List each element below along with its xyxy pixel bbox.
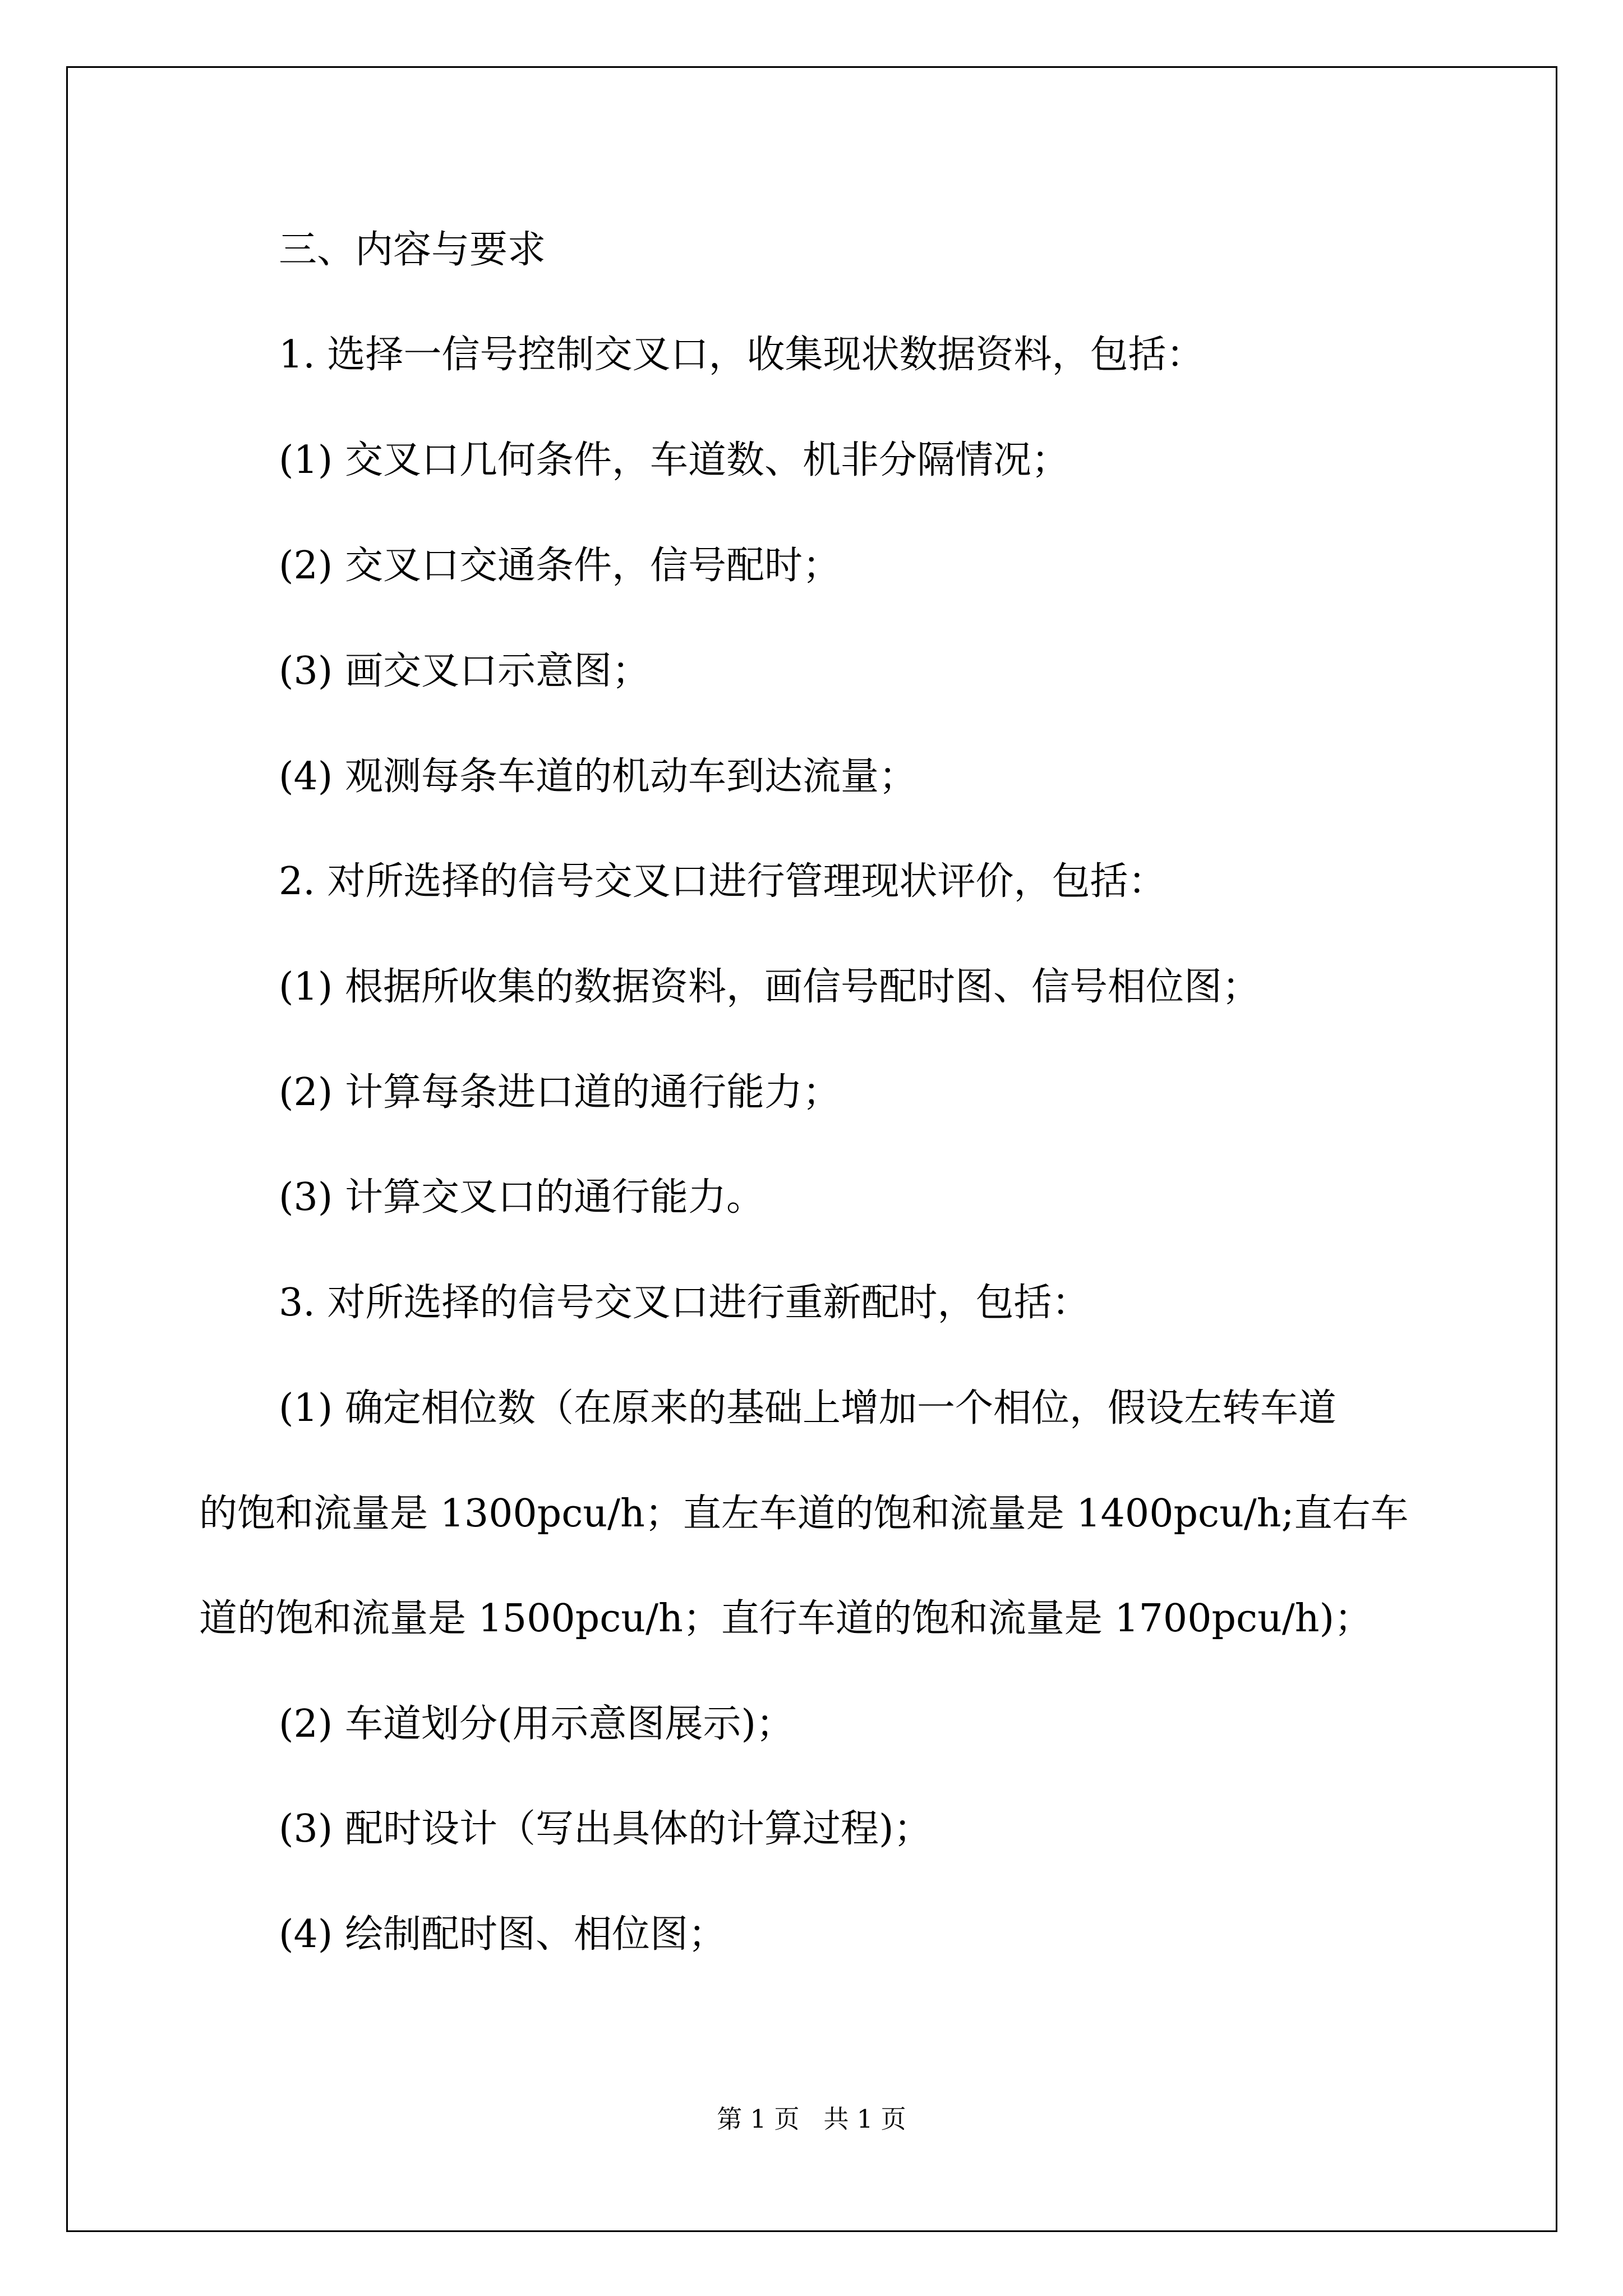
list-item: (1) 根据所收集的数据资料，画信号配时图、信号相位图；	[279, 965, 1260, 1009]
list-item: (3) 配时设计（写出具体的计算过程)；	[279, 1807, 932, 1851]
list-item: 1. 选择一信号控制交叉口，收集现状数据资料，包括：	[279, 333, 1205, 377]
page-border	[66, 66, 1557, 2232]
list-item: (3) 计算交叉口的通行能力。	[279, 1175, 764, 1220]
list-item: (4) 观测每条车道的机动车到达流量；	[279, 754, 917, 799]
paragraph-line: 道的饱和流量是 1500pcu/h；直行车道的饱和流量是 1700pcu/h)；	[199, 1596, 1373, 1641]
list-item: 2. 对所选择的信号交叉口进行管理现状评价，包括：	[279, 859, 1166, 904]
list-item: 3. 对所选择的信号交叉口进行重新配时，包括：	[279, 1281, 1090, 1325]
section-heading: 三、内容与要求	[279, 228, 546, 272]
list-item: (1) 确定相位数（在原来的基础上增加一个相位，假设左转车道	[279, 1386, 1336, 1430]
page-footer: 第 1 页 共 1 页	[717, 2104, 906, 2134]
paragraph-line: 的饱和流量是 1300pcu/h；直左车道的饱和流量是 1400pcu/h;直右车	[199, 1492, 1409, 1536]
list-item: (2) 车道划分(用示意图展示)；	[279, 1702, 794, 1746]
list-item: (4) 绘制配时图、相位图；	[279, 1912, 726, 1957]
list-item: (3) 画交叉口示意图；	[279, 649, 650, 693]
list-item: (2) 计算每条进口道的通行能力；	[279, 1070, 841, 1115]
list-item: (1) 交叉口几何条件，车道数、机非分隔情况；	[279, 438, 1069, 482]
list-item: (2) 交叉口交通条件，信号配时；	[279, 544, 841, 588]
